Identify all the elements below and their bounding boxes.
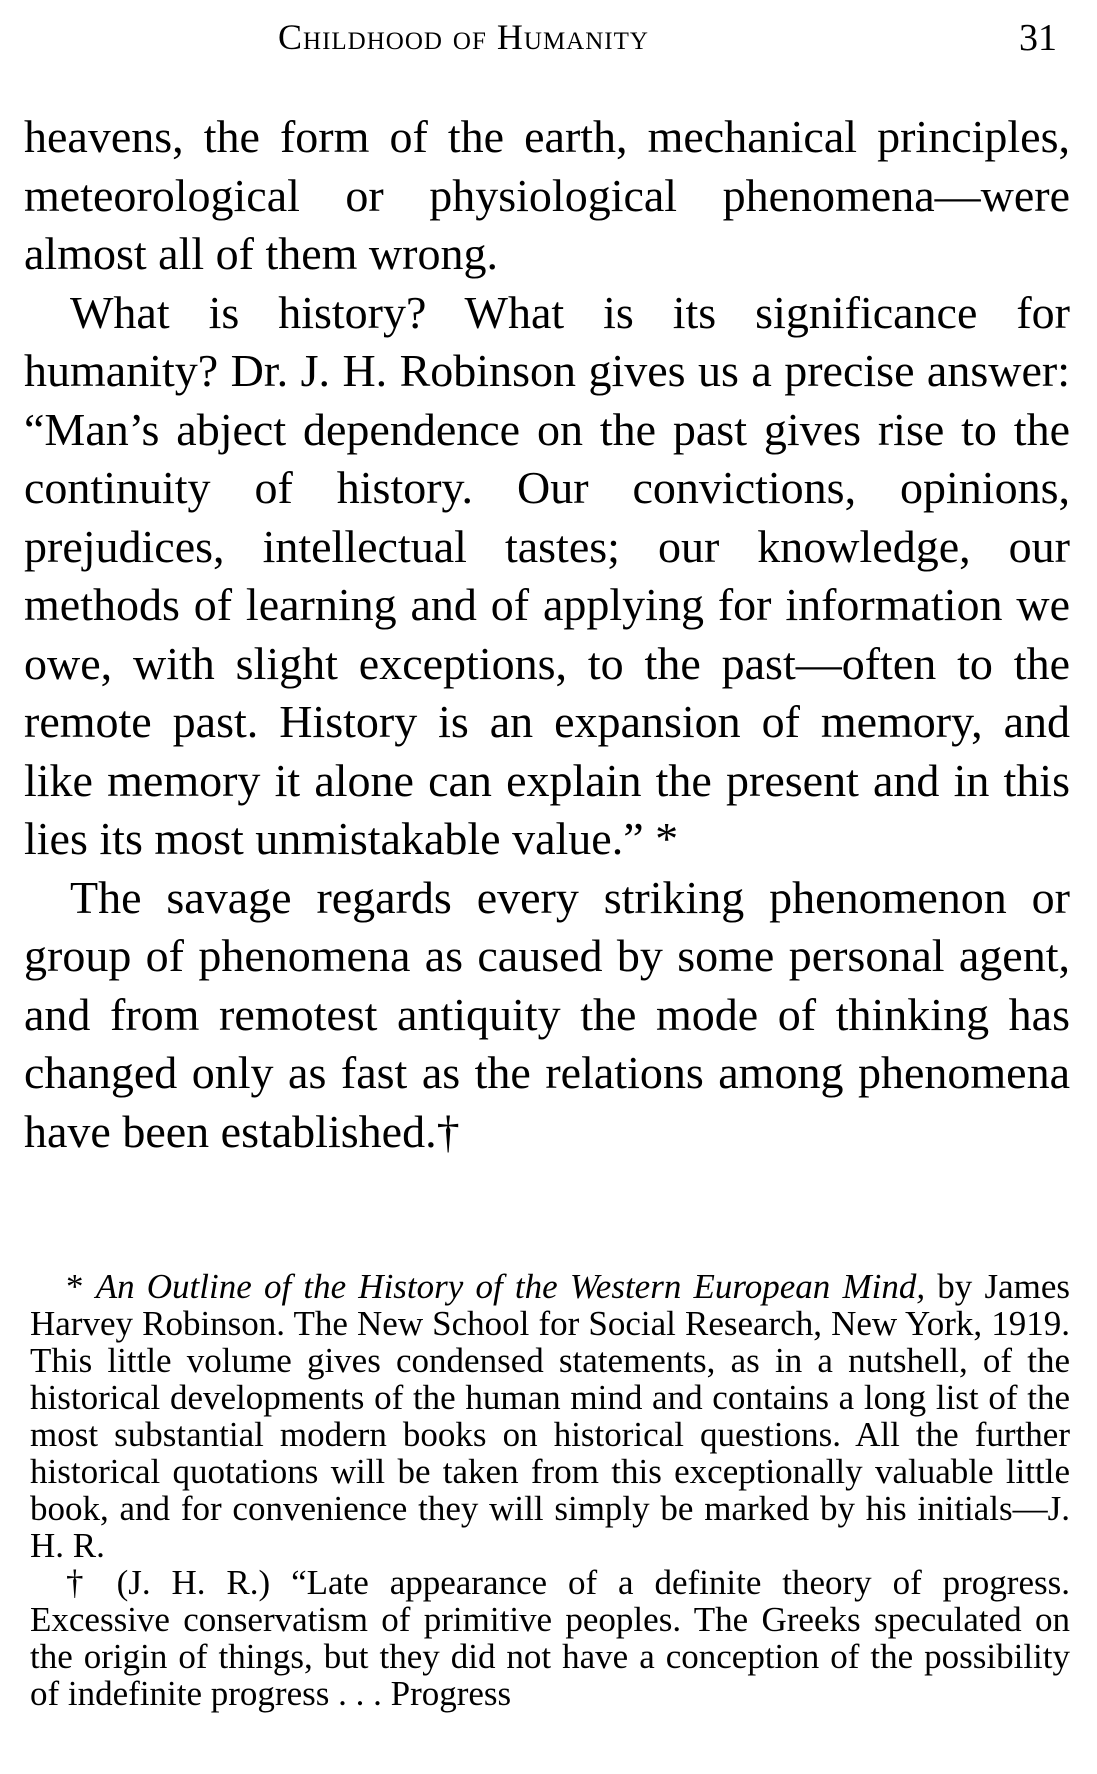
footnote-book-title: An Outline of the History of the Western European Mind, — [95, 1267, 926, 1306]
footnote-asterisk — [30, 1268, 1070, 1564]
footnote-mark: * — [66, 1267, 96, 1306]
paragraph-history: What is history? What is its significance for humanity? Dr. J. H. Robinson gives us a precise answer: “Man’s abject dependence on the past gives rise to the continuity of history. Our convictions, opinions, prejudices, intellectual tastes; our knowledge, our methods of learning and of applying for information we owe, with slight exceptions, to the past—often to the remote past. History is an expansion of memory, and like memory it alone can explain the present and in this lies its most unmistakable value.” * — [24, 286, 1070, 864]
body-text — [24, 108, 1070, 1161]
paragraph-savage: The savage regards every striking phenomenon or group of phenomena as caused by some personal agent, and from remotest antiquity the mode of thinking has changed only as fast as the relations among phenomena have been established.† — [24, 871, 1070, 1157]
footnote-dagger: † (J. H. R.) “Late appearance of a definite theory of progress. Excessive conservatism of primitive peoples. The Greeks speculated on the origin of things, but they did not have a conception of the possibility of indefinite progress . . . Progress — [30, 1563, 1070, 1713]
footnote-asterisk-text: by James Harvey Robinson. The New School for Social Research, New York, 1919. This little volume gives condensed statements, as in a nutshell, of the historical developments of the human mind and contains a long list of the most substantial modern books on historical questions. All the further historical quotations will be taken from this exceptionally valuable little book, and for convenience they will simply be marked by his initials—J. H. R. — [30, 1267, 1071, 1565]
footnotes — [30, 1268, 1070, 1712]
page-number: 31 — [1019, 17, 1057, 59]
running-title: Childhood of Humanity — [278, 17, 649, 57]
paragraph-continued: heavens, the form of the earth, mechanical principles, meteorological or physiological phenomena—were almost all of them wrong. — [24, 111, 1070, 279]
running-head — [0, 16, 1097, 66]
